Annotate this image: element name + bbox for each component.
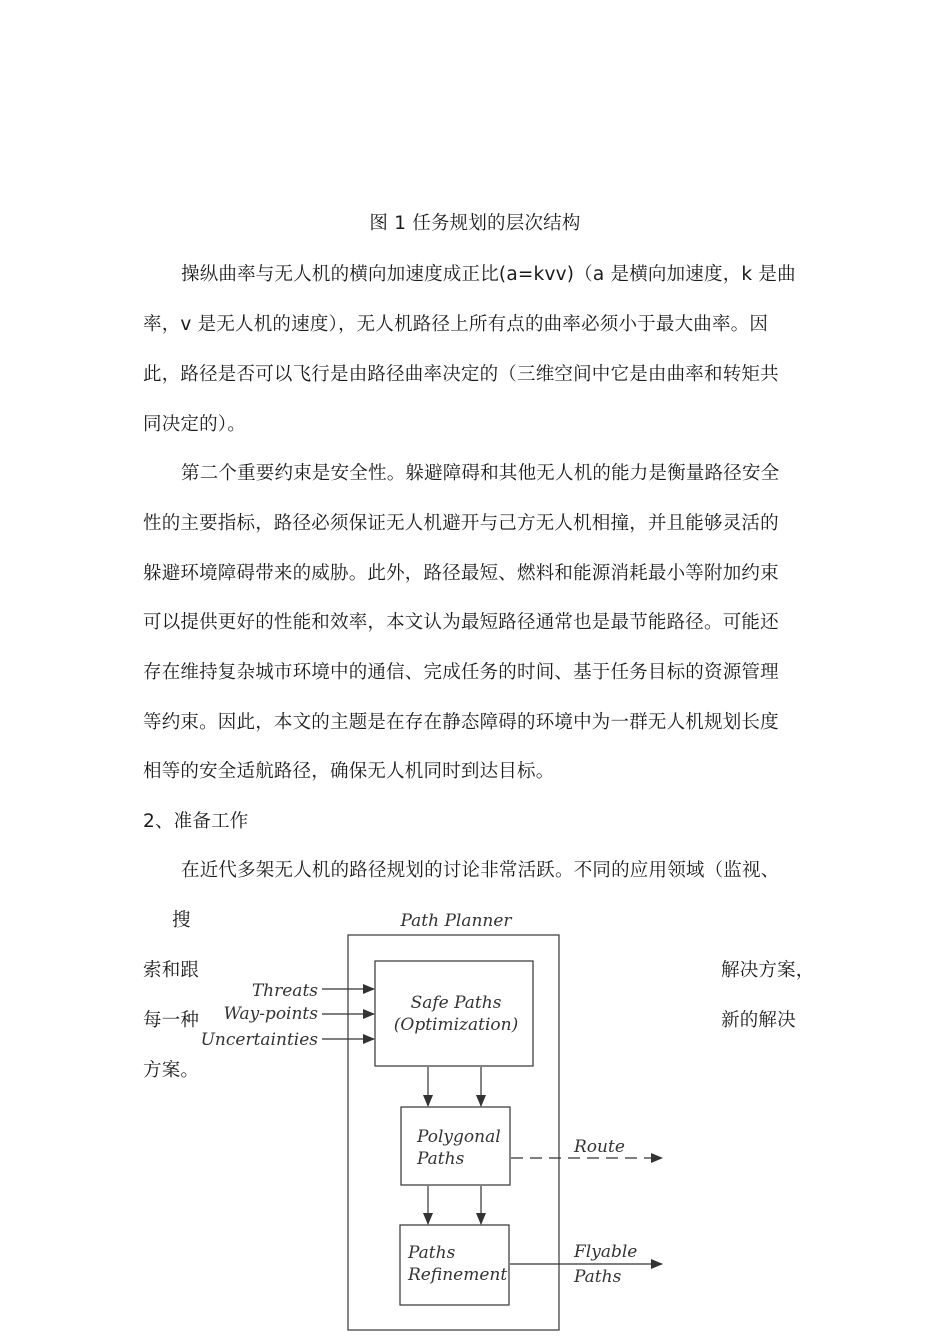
safe-paths-label-1: Safe Paths bbox=[410, 993, 502, 1013]
paragraph-3-line-4-left: 每一种 bbox=[143, 1010, 200, 1031]
paragraph-2-line-3: 躲避环境障碍带来的威胁。此外，路径最短、燃料和能源消耗最小等附加约束 bbox=[143, 563, 779, 584]
input-uncertainties: Uncertainties bbox=[200, 1030, 318, 1050]
planner-title: Path Planner bbox=[400, 911, 512, 931]
output-route: Route bbox=[574, 1137, 625, 1157]
paths-refinement-label-2: Refinement bbox=[408, 1265, 508, 1285]
figure-caption: 图 1 任务规划的层次结构 bbox=[369, 213, 581, 234]
paragraph-2-line-1: 第二个重要约束是安全性。躲避障碍和其他无人机的能力是衡量路径安全 bbox=[181, 463, 780, 484]
paragraph-1-line-2: 率，v 是无人机的速度），无人机路径上所有点的曲率必须小于最大曲率。因 bbox=[143, 314, 769, 335]
paragraph-3-line-3-left: 索和跟 bbox=[143, 960, 200, 981]
paragraph-2-line-6: 等约束。因此，本文的主题是在存在静态障碍的环境中为一群无人机规划长度 bbox=[143, 712, 779, 733]
paragraph-3-line-1: 在近代多架无人机的路径规划的讨论非常活跃。不同的应用领域（监视、 bbox=[181, 860, 780, 881]
paragraph-3-line-3-right: 解决方案， bbox=[721, 960, 815, 981]
input-waypoints: Way-points bbox=[223, 1004, 318, 1024]
input-threats: Threats bbox=[251, 981, 318, 1001]
paragraph-2-line-5: 存在维持复杂城市环境中的通信、完成任务的时间、基于任务目标的资源管理 bbox=[143, 662, 779, 683]
paragraph-1-line-1: 操纵曲率与无人机的横向加速度成正比(a=kvv)（a 是横向加速度，k 是曲 bbox=[181, 264, 796, 285]
safe-paths-box bbox=[375, 961, 533, 1066]
paragraph-3-line-5-left: 方案。 bbox=[143, 1060, 200, 1081]
paragraph-3-line-4-right: 新的解决 bbox=[721, 1010, 796, 1031]
safe-paths-label-2: (Optimization) bbox=[393, 1015, 519, 1035]
output-flyable-1: Flyable bbox=[574, 1242, 638, 1262]
paragraph-2-line-4: 可以提供更好的性能和效率，本文认为最短路径通常也是最节能路径。可能还 bbox=[143, 612, 779, 633]
polygonal-paths-label-1: Polygonal bbox=[417, 1127, 501, 1147]
section-heading: 2、准备工作 bbox=[143, 811, 249, 832]
paragraph-2-line-7: 相等的安全适航路径，确保无人机同时到达目标。 bbox=[143, 761, 555, 782]
output-flyable-2: Paths bbox=[574, 1267, 622, 1287]
paths-refinement-label-1: Paths bbox=[408, 1243, 456, 1263]
paragraph-3-line-2-left: 搜 bbox=[172, 910, 191, 931]
paragraph-2-line-2: 性的主要指标，路径必须保证无人机避开与己方无人机相撞，并且能够灵活的 bbox=[143, 513, 779, 534]
paragraph-1-line-4: 同决定的）。 bbox=[143, 414, 246, 435]
polygonal-paths-label-2: Paths bbox=[417, 1149, 465, 1169]
paragraph-1-line-3: 此，路径是否可以飞行是由路径曲率决定的（三维空间中它是由曲率和转矩共 bbox=[143, 364, 779, 385]
